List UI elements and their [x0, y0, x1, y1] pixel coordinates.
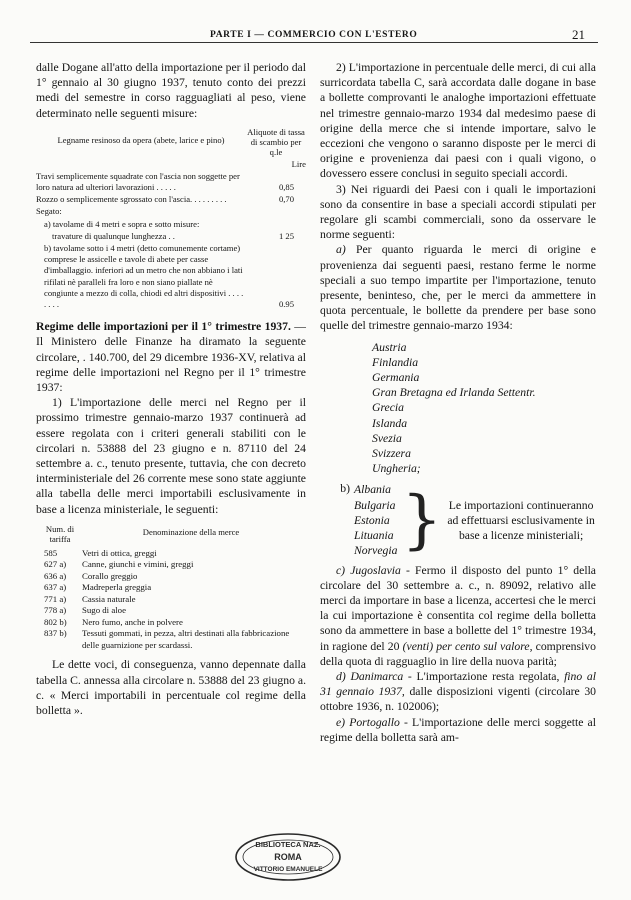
- wood-row: Travi semplicemente squadrate con l'ascia non soggette per loro natura ad ulteriori lavorazioni . . . . . 0,85: [36, 170, 294, 193]
- goods-col1-header: Num. di tariffa: [45, 523, 75, 544]
- point-e-paragraph: e) Portogallo - L'importazione delle merci soggette al regime della bolletta sarà am-: [320, 715, 596, 744]
- wood-row: Segato:: [36, 206, 62, 217]
- goods-row: 837 b) Tessuti gommati, in pezza, altri destinati alla fabbricazione delle guarnizione per scardassi.: [44, 628, 290, 650]
- group-b-note: Le importazioni continueranno ad effettuarsi esclusivamente in base a licenze ministeriali;: [447, 498, 595, 543]
- goods-table-header: [40, 524, 302, 544]
- country-item: Bulgaria: [353, 498, 396, 512]
- goods-row: 627 a) Canne, giunchi e vimini, greggi: [44, 559, 194, 570]
- wood-row: Rozzo o semplicemente sgrossato con l'ascia. . . . . . . . . 0,70: [36, 194, 294, 205]
- group-b-list: [354, 482, 398, 558]
- wood-row: travature di qualunque lunghezza . . 1 25: [52, 230, 294, 241]
- wood-table-header: [36, 127, 306, 157]
- country-item: Lituania: [353, 529, 394, 543]
- point-2-paragraph: 2) L'importazione in percentuale delle merci, di cui alla surricordata tabella C, sarà accordata dalle dogane in base a bollette comprovanti le analoghe importazioni effettuate nel trimestre gennaio-marzo 1934 dal medesimo paese di origine della merce che si intende importare, salvo le eccezioni che vengono o saranno disposte per le merci di origine e provenienza dai paesi con i quali vigono, o dovessero essere conclusi in seguito speciali accordi.: [320, 61, 596, 181]
- country-item: Estonia: [353, 513, 390, 527]
- wood-tax-table: [36, 127, 306, 310]
- goods-row: 585 Vetri di ottica, greggi: [44, 547, 157, 558]
- closing-paragraph: Le dette voci, di conseguenza, vanno depennate dalla tabella C. annessa alla circolare n. 53888 del 23 giugno a. c. « Merci importabili in percentuale col regime della bolletta ».: [36, 658, 306, 717]
- stamp-line-2: ROMA: [274, 852, 302, 862]
- left-column: [36, 60, 306, 718]
- goods-row: 802 b) Nero fumo, anche in polvere: [44, 616, 183, 627]
- wood-row: b) tavolame sotto i 4 metri (detto comunemente cortame) comprese le assicelle e tavole di abete per casse d'imballaggio. inferiori ad un metro che non abbiano i lati rifilati nè paralleli fra loro e non siano piallate nè congiunte a mezzo di colla, chiodi ed altri dispositivi . . . . . . . . 0.95: [44, 243, 294, 310]
- regime-heading: Regime delle importazioni per il 1° trimestre 1937.: [36, 320, 291, 334]
- goods-row: 771 a) Cassia naturale: [44, 593, 136, 604]
- country-item: Finlandia: [372, 355, 419, 369]
- wood-col2-header: Aliquote di tassa di scambio per q.le: [247, 126, 305, 157]
- wood-row: a) tavolame di 4 metri e sopra e sotto misure:: [44, 218, 200, 229]
- intro-paragraph: dalle Dogane all'atto della importazione per il periodo dal 1° gennaio al 30 giugno 1937, tenuto conto dei prezzi medi del semestre in corso ragguagliati al peso, viene determinato nelle seguenti misure:: [36, 61, 306, 120]
- group-b-label: b): [340, 482, 350, 496]
- point-a-paragraph: a) Per quanto riguarda le merci di origine e provenienza dai seguenti paesi, restano ferme le norme speciali a suo tempo impartite per l'importazione, tenuto presente, beninteso, che, per le merci da ammettere in quota percentuale, le bollette da prendere per base sono quelle del trimestre gennaio-marzo 1934:: [320, 243, 596, 333]
- point-d-paragraph: d) Danimarca - L'importazione resta regolata, fino al 31 gennaio 1937, dalle disposizioni vigenti (circolare 30 ottobre 1936, n. 102006);: [320, 669, 597, 714]
- brace-glyph: }: [401, 483, 443, 558]
- country-item: Germania: [372, 371, 420, 385]
- country-item: Ungheria;: [372, 462, 421, 476]
- country-item: Svezia: [372, 431, 402, 445]
- country-item: Norvegia: [353, 544, 398, 558]
- stamp-line-1: BIBLIOTECA NAZ.: [255, 840, 321, 849]
- right-column: [320, 60, 596, 745]
- country-item: Gran Bretagna ed Irlanda Settentr.: [372, 386, 536, 400]
- point-1-paragraph: 1) L'importazione delle merci nel Regno per il prossimo trimestre gennaio-marzo 1937 continuerà ad essere regolata con i criteri generali stabiliti con le circolari n. 53888 del 23 giugno e n. 87110 del 24 settembre a. c., tenuto presente, tuttavia, che con decreto interministeriale del 26 corrente mese sono state aggiunte alla tabella delle merci importabili esclusivamente in base a licenza ministeriale, le seguenti:: [36, 396, 306, 516]
- country-item: Austria: [372, 340, 407, 354]
- point-3-paragraph: 3) Nei riguardi dei Paesi con i quali le importazioni sono da consentire in base a speciali accordi stipulati per regolare gli scambi commerciali, sono da osservare le norme seguenti:: [320, 182, 596, 242]
- wood-unit-label: Lire: [291, 158, 306, 169]
- header-rule: [30, 42, 598, 43]
- goods-row: 636 a) Corallo greggio: [44, 570, 138, 581]
- point-c-paragraph: c) Jugoslavia - Fermo il disposto del punto 1° della circolare del 30 settembre a. c., n. 89092, relativo alle merci da importare in base a licenza, accertesi che le merci la cui importazione è consentita col regime della bolletta sono da ammettere in base a bollette del 1° trimestre 1934, in ragione del 20 (venti) per cento sul valore, comprensivo della quota di ragguaglio in lire della nuova parità;: [320, 563, 596, 668]
- country-item: Islanda: [372, 416, 408, 430]
- page-header: [0, 0, 631, 44]
- goods-row: 778 a) Sugo di aloe: [44, 605, 126, 616]
- goods-col2-header: Denominazione della merce: [142, 526, 240, 537]
- stamp-line-3: VITTORIO EMANUELE: [253, 866, 323, 873]
- library-stamp: [232, 830, 344, 884]
- page-number: 21: [572, 27, 585, 42]
- running-title: PARTE I — COMMERCIO CON L'ESTERO: [210, 30, 418, 40]
- wood-col1-header: Legname resinoso da opera (abete, larice e pino): [57, 134, 225, 145]
- countries-list-a: [372, 340, 596, 477]
- goods-table: [40, 524, 302, 652]
- goods-row: 637 a) Madreperla greggia: [44, 582, 152, 593]
- regime-paragraph: Regime delle importazioni per il 1° trimestre 1937. — Il Ministero delle Finanze ha diramato la seguente circolare, . 140.700, del 29 dicembre 1936-XV, relativa al regime delle importazioni nel Regno per il 1° trimestre 1937:: [36, 320, 306, 395]
- country-item: Svizzera: [372, 447, 411, 461]
- country-item: Grecia: [372, 401, 405, 415]
- country-item: Albania: [353, 483, 391, 497]
- countries-group-b: [320, 482, 596, 558]
